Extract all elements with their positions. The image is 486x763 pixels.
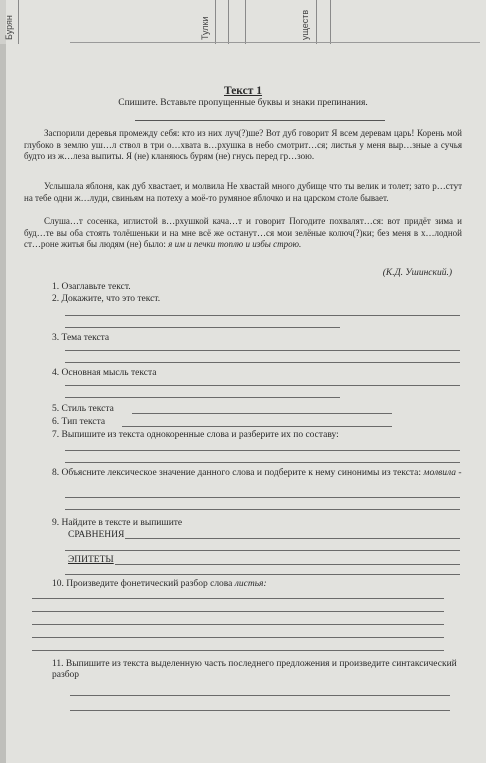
paragraph-3-highlight: я им и печки топлю и избы строю. — [168, 239, 302, 249]
author: (К.Д. Ушинский.) — [382, 268, 452, 278]
paragraph-3-text: Слуша…т сосенка, иглистой в…рхушкой кача…т и говорит Погодите похвалят…ся: вот придёт зима и буд…те вы оба стоять толёшеньки и на мне всё же останут…ся мои зелёные колюч(?)ки; без меня в х…лодной ст…роне житья бы людям (не) было: — [24, 216, 462, 249]
fold-edge — [70, 42, 480, 43]
answer-line[interactable] — [132, 413, 392, 414]
title-write-line — [135, 120, 385, 121]
worksheet-page — [6, 0, 486, 763]
answer-line[interactable] — [32, 624, 444, 625]
top-tab-3: уществ — [300, 9, 310, 40]
answer-line[interactable] — [125, 538, 460, 539]
answer-line[interactable] — [32, 611, 444, 612]
answer-line[interactable] — [32, 637, 444, 638]
question-11: 11. Выпишите из текста выделенную часть последнего предложения и произведите синтаксический разбор — [52, 659, 457, 680]
epithets-label: ЭПИТЕТЫ — [68, 555, 114, 565]
answer-line[interactable] — [65, 574, 460, 575]
question-1: 1. Озаглавьте текст. — [52, 282, 131, 292]
question-2: 2. Докажите, что это текст. — [52, 294, 161, 304]
question-10-text: 10. Произведите фонетический разбор слова — [52, 579, 235, 589]
answer-line[interactable] — [70, 695, 450, 696]
paragraph-3 — [24, 216, 462, 251]
answer-line[interactable] — [65, 350, 460, 351]
fold-line — [215, 0, 216, 44]
fold-line — [245, 0, 246, 44]
answer-line[interactable] — [32, 598, 444, 599]
answer-line[interactable] — [65, 385, 460, 386]
answer-line[interactable] — [115, 564, 460, 565]
answer-line[interactable] — [65, 315, 460, 316]
page-title: Текст 1 — [223, 85, 263, 97]
paragraph-2: Услышала яблоня, как дуб хвастает, и молвила Не хвастай много дубище что ты велик и толет; зато р…стут на тебе одни ж…луди, свиньям на потеху а моё-то румяное яблочко и на царском столе бывает. — [24, 181, 462, 203]
question-8-text: 8. Объясните лексическое значение данного слова и подберите к нему синонимы из текста: — [52, 468, 424, 478]
question-8-word: молвила - — [423, 468, 462, 478]
question-7: 7. Выпишите из текста однокоренные слова и разберите их по составу: — [52, 430, 339, 440]
question-6: 6. Тип текста — [52, 417, 106, 427]
fold-line — [228, 0, 229, 44]
answer-line[interactable] — [32, 650, 444, 651]
question-8 — [52, 468, 462, 479]
top-tab-2: Тулки — [200, 16, 210, 40]
answer-line[interactable] — [122, 426, 392, 427]
answer-line[interactable] — [65, 550, 460, 551]
question-5: 5. Стиль текста — [52, 404, 114, 414]
answer-line[interactable] — [65, 397, 340, 398]
question-4: 4. Основная мысль текста — [52, 368, 157, 378]
question-3: 3. Тема текста — [52, 333, 110, 343]
instruction: Спишите. Вставьте пропущенные буквы и знаки препинания. — [118, 98, 368, 108]
question-10 — [52, 579, 267, 590]
top-tab-1: Бурян — [4, 15, 14, 40]
fold-line — [316, 0, 317, 44]
answer-line[interactable] — [65, 509, 460, 510]
question-10-word: листья: — [234, 579, 267, 589]
question-9: 9. Найдите в тексте и выпишите — [52, 518, 183, 528]
answer-line[interactable] — [65, 497, 460, 498]
fold-line — [330, 0, 331, 44]
answer-line[interactable] — [65, 450, 460, 451]
answer-line[interactable] — [65, 462, 460, 463]
paragraph-1: Заспорили деревья промежду себя: кто из них луч(?)ше? Вот дуб говорит Я всем деревам царь! Корень мой глубоко в землю уш…л ствол в три о…хвата в…рхушка в небо смотрит…ся; листья у меня выр…зные а сучья будто из ж…леза выпиты. Я (не) кланяюсь бурям (не) гнусь перед гр…зою. — [24, 128, 462, 161]
answer-line[interactable] — [70, 710, 450, 711]
comparisons-label: СРАВНЕНИЯ — [68, 530, 125, 540]
fold-line — [18, 0, 19, 44]
answer-line[interactable] — [65, 362, 460, 363]
answer-line[interactable] — [65, 327, 340, 328]
